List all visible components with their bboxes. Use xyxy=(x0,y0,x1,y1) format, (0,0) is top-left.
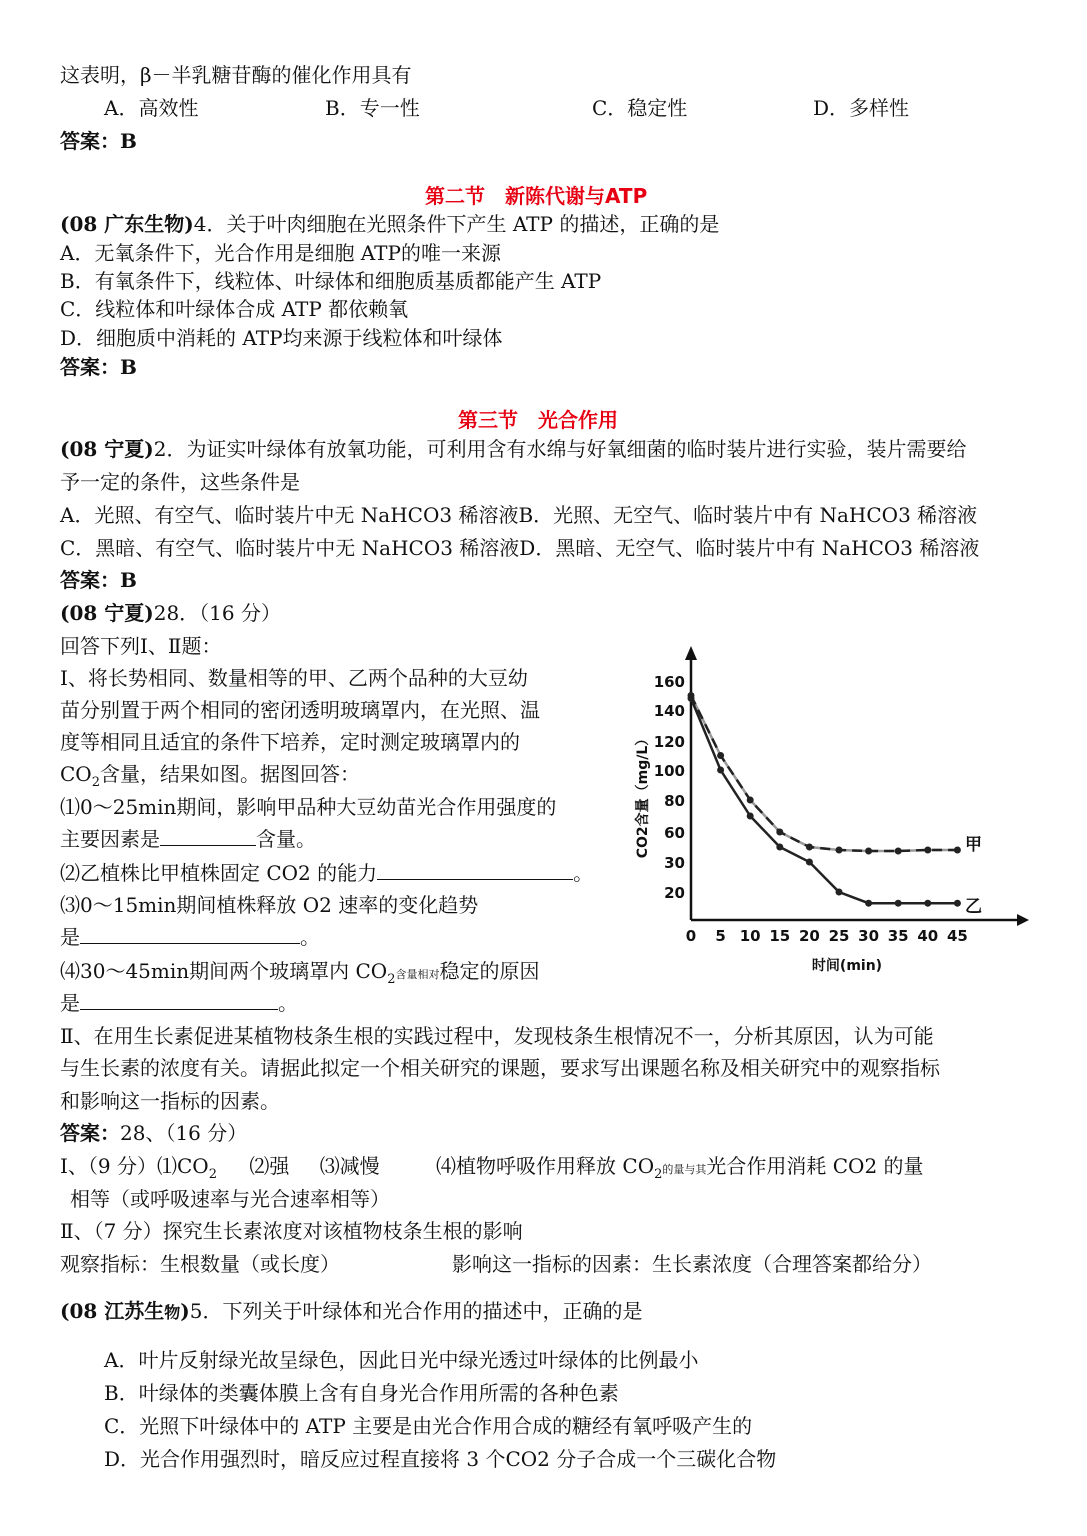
series-line-yi xyxy=(691,698,957,903)
question-line xyxy=(60,597,281,630)
question-line xyxy=(60,433,966,466)
option-b: B．有氧条件下，线粒体、叶绿体和细胞质基质都能产生 ATP xyxy=(60,269,602,293)
x-tick-label: 5 xyxy=(715,927,726,945)
data-point-yi xyxy=(747,813,754,820)
data-point-jia xyxy=(924,847,931,854)
data-point-jia xyxy=(954,847,961,854)
sub-question-2: ⑵乙植株比甲植株固定 CO2 的能力 。 xyxy=(60,857,593,890)
question-line: (08 江苏生物)5．下列关于叶绿体和光合作用的描述中，正确的是 xyxy=(60,1299,643,1323)
answer-blank[interactable] xyxy=(80,987,278,1010)
sub-question-3-cont: 是 。 xyxy=(60,921,320,954)
question-text-cont: 予一定的条件，这些条件是 xyxy=(60,470,300,494)
passage-line: $CO_2$含量，结果如图。据图回答： xyxy=(60,762,360,790)
passage-line: 度等相同且适宜的条件下培养，定时测定玻璃罩内的 xyxy=(60,730,520,754)
option-c: C．光照下叶绿体中的 ATP 主要是由光合作用合成的糖经有氧呼吸产生的 xyxy=(104,1414,753,1438)
passage-line: 与生长素的浓度有关。请据此拟定一个相关研究的课题，要求写出课题名称及相关研究中的观察指标 xyxy=(60,1056,940,1080)
question-intro: 回答下列Ⅰ、Ⅱ题： xyxy=(60,634,222,658)
passage-line: Ⅰ、将长势相同、数量相等的甲、乙两个品种的大豆幼 xyxy=(60,666,528,690)
answer: 答案：B xyxy=(60,129,137,153)
option-c: C．稳定性 xyxy=(592,96,688,120)
question-text: 4．关于叶肉细胞在光照条件下产生 ATP 的描述，正确的是 xyxy=(193,212,720,236)
answer-part-1: Ⅰ、（9 分）$⑴CO_2$ ⑵强 ⑶减慢 ⑷植物呼吸作用释放 $CO_2$的量与其光合作用消耗 CO2 的量 xyxy=(60,1154,924,1182)
data-point-yi xyxy=(865,900,872,907)
passage-line: 和影响这一指标的因素。 xyxy=(60,1089,280,1113)
data-point-jia xyxy=(717,752,724,759)
option-c: C．线粒体和叶绿体合成 ATP 都依赖氧 xyxy=(60,297,409,321)
option-a: A．高效性 xyxy=(104,96,199,120)
answer: 答案：B xyxy=(60,568,137,592)
option-d: D．细胞质中消耗的 ATP均来源于线粒体和叶绿体 xyxy=(60,326,503,350)
data-point-jia xyxy=(895,848,902,855)
y-tick-label: 30 xyxy=(664,854,685,872)
x-tick-label: 20 xyxy=(798,927,820,945)
data-point-yi xyxy=(688,695,695,702)
data-point-jia xyxy=(747,797,754,804)
series-label-jia: 甲 xyxy=(965,835,982,855)
answer-part-3-indicator: 观察指标：生根数量（或长度） xyxy=(60,1252,340,1276)
x-tick-label: 25 xyxy=(828,927,850,945)
question-head: 28．（16 分） xyxy=(153,601,281,625)
answer-blank[interactable] xyxy=(160,823,256,846)
data-point-jia xyxy=(865,848,872,855)
y-axis-arrow xyxy=(685,646,697,660)
answer-part-2: Ⅱ、（7 分）探究生长素浓度对该植物枝条生根的影响 xyxy=(60,1219,523,1243)
x-axis-arrow xyxy=(1017,914,1029,926)
sub-question-1: ⑴0～25min期间，影响甲品种大豆幼苗光合作用强度的 xyxy=(60,795,557,819)
sub-question-1-cont: 主要因素是 含量。 xyxy=(60,823,316,856)
section-title: 第三节 光合作用 xyxy=(458,408,618,432)
data-point-yi xyxy=(954,900,961,907)
y-tick-label: 120 xyxy=(653,733,685,751)
sub-question-4-cont: 是 。 xyxy=(60,987,298,1020)
option-a: A．叶片反射绿光故呈绿色，因此日光中绿光透过叶绿体的比例最小 xyxy=(104,1348,699,1372)
options-ab: A．光照、有空气、临时装片中无 NaHCO3 稀溶液B．光照、无空气、临时装片中有 NaHCO3 稀溶液 xyxy=(60,503,978,527)
sub-question-3: ⑶0～15min期间植株释放 O2 速率的变化趋势 xyxy=(60,893,479,917)
x-tick-label: 15 xyxy=(769,927,791,945)
answer-blank[interactable] xyxy=(377,857,573,880)
y-axis-title: CO2含量（mg/L） xyxy=(635,731,651,859)
question-source: (08 宁夏) xyxy=(60,601,154,625)
y-tick-label: 140 xyxy=(653,702,685,720)
question-source: (08 宁夏) xyxy=(60,437,154,461)
question-stem: 这表明，β－半乳糖苷酶的催化作用具有 xyxy=(60,63,412,87)
y-tick-label: 60 xyxy=(664,824,685,842)
x-tick-label: 30 xyxy=(858,927,880,945)
x-tick-label: 10 xyxy=(739,927,761,945)
question-text: 2．为证实叶绿体有放氧功能，可利用含有水绵与好氧细菌的临时装片进行实验，装片需要给 xyxy=(153,437,967,461)
answer: 答案：B xyxy=(60,355,137,379)
option-b: B．专一性 xyxy=(325,96,420,120)
answer-blank[interactable] xyxy=(80,921,300,944)
option-a: A．无氧条件下，光合作用是细胞 ATP的唯一来源 xyxy=(60,241,501,265)
option-d: D．多样性 xyxy=(813,96,910,120)
x-axis-title: 时间(min) xyxy=(811,958,883,974)
x-tick-label: 35 xyxy=(887,927,909,945)
section-title: 第二节 新陈代谢与ATP xyxy=(425,184,648,208)
data-point-jia xyxy=(806,844,813,851)
data-point-yi xyxy=(895,900,902,907)
data-point-yi xyxy=(836,889,843,896)
series-label-yi: 乙 xyxy=(965,897,982,917)
y-tick-label: 20 xyxy=(664,884,685,902)
answer-line: 答案：28、（16 分） xyxy=(60,1121,248,1145)
answer-part-1-cont: 相等（或呼吸速率与光合速率相等） xyxy=(70,1187,390,1211)
y-tick-label: 100 xyxy=(653,762,685,780)
passage-line: Ⅱ、在用生长素促进某植物枝条生根的实践过程中，发现枝条生根情况不一，分析其原因，认为可能 xyxy=(60,1024,934,1048)
y-tick-label: 160 xyxy=(653,673,685,691)
data-point-yi xyxy=(776,844,783,851)
x-tick-label: 0 xyxy=(685,927,697,945)
option-d: D．光合作用强烈时，暗反应过程直接将 3 个CO2 分子合成一个三碳化合物 xyxy=(104,1447,777,1471)
question-source: (08 广东生物) xyxy=(60,212,194,236)
passage-line: 苗分别置于两个相同的密闭透明玻璃罩内，在光照、温 xyxy=(60,698,540,722)
option-b: B．叶绿体的类囊体膜上含有自身光合作用所需的各种色素 xyxy=(104,1381,619,1405)
x-tick-label: 45 xyxy=(946,927,968,945)
data-point-yi xyxy=(806,859,813,866)
x-tick-label: 40 xyxy=(917,927,939,945)
data-point-yi xyxy=(717,767,724,774)
data-point-yi xyxy=(924,900,931,907)
sub-question-4: ⑷30～45min期间两个玻璃罩内 $CO_2$含量相对稳定的原因 xyxy=(60,959,540,987)
co2-chart xyxy=(625,640,1035,990)
data-point-jia xyxy=(836,847,843,854)
options-cd: C．黑暗、有空气、临时装片中无 NaHCO3 稀溶液D．黑暗、无空气、临时装片中有 NaHCO3 稀溶液 xyxy=(60,536,980,560)
answer-part-3-factor: 影响这一指标的因素：生长素浓度（合理答案都给分） xyxy=(452,1252,932,1276)
y-tick-label: 80 xyxy=(664,792,685,810)
data-point-jia xyxy=(776,829,783,836)
series-line-jia xyxy=(691,696,957,852)
